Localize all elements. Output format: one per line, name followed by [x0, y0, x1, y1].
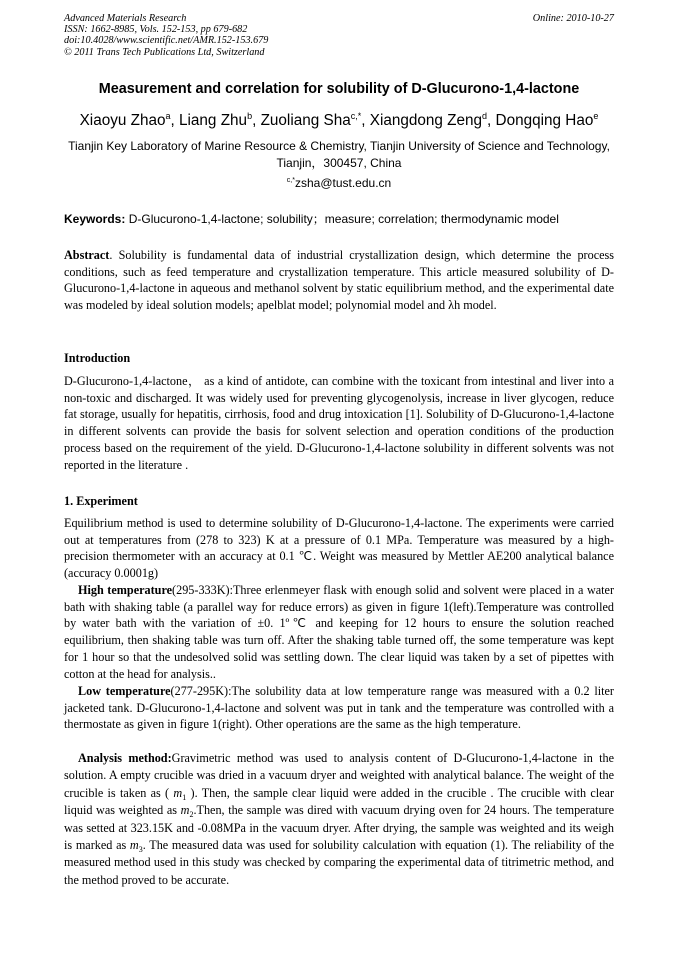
journal-header — [64, 13, 424, 58]
paper-title: Measurement and correlation for solubility of D-Glucurono-1,4-lactone — [98, 81, 580, 97]
issn-line: ISSN: 1662-8985, Vols. 152-153, pp 679-682 — [64, 24, 248, 36]
author-sup: c,* — [350, 111, 362, 121]
journal-name: Advanced Materials Research — [64, 13, 187, 24]
analysis-text-part: ). Then, the sample clear liquid were added in the crucible . The crucible with clear liquid was weighted as — [64, 785, 615, 818]
abstract-text: . Solubility is fundamental data of industrial crystallization design, which determine the process conditions, such as feed temperature and crystallization temperature. This article measured solubility of D-Glucurono-1,4-lactone in aqueous and methanol solvent by static equilibrium method, and the experimental date was modeled by ideal solution models; apelblat model; polynomial model and λh model. — [64, 248, 614, 313]
mass-subscript: 1 — [182, 792, 187, 802]
corresponding-email — [64, 175, 614, 191]
email-address: zsha@tust.edu.cn — [294, 176, 392, 190]
author-sup: e — [593, 111, 599, 121]
mass-m2 — [180, 803, 194, 820]
mass-symbol: m — [173, 785, 183, 800]
introduction-heading: Introduction — [64, 351, 131, 365]
low-temperature-paragraph — [64, 683, 614, 733]
low-temperature-label: Low temperature — [78, 684, 171, 698]
mass-m1 — [173, 786, 186, 800]
mass-m3 — [129, 838, 143, 855]
high-temperature-paragraph — [64, 582, 614, 682]
analysis-method-paragraph — [64, 750, 614, 889]
email-sup: c,* — [286, 177, 295, 184]
mass-symbol: m — [129, 838, 139, 853]
author-name: Xiangdong Zeng — [369, 112, 483, 129]
low-temperature-text: (277-295K):The solubility data at low temperature range was measured with a 0.2 liter jacketed tank. D-Glucurono-1,4-lactone and solvent was put in tank and the temperature was controlled with a thermostate as given in figure 1(right). Other operations are the same as the high temperature. — [64, 684, 614, 732]
mass-subscript: 2 — [189, 810, 194, 820]
keywords-text: D-Glucurono-1,4-lactone; solubility；measure; correlation; thermodynamic model — [128, 212, 559, 226]
author-name: Xiaoyu Zhao — [79, 112, 166, 129]
author-name: Dongqing Hao — [495, 112, 594, 129]
copyright-line: © 2011 Trans Tech Publications Ltd, Switzerland — [64, 46, 265, 58]
high-temperature-text: (295-333K):Three erlenmeyer flask with enough solid and solvent were placed in a water bath with shaking table (a parallel way for reduce errors) as given in figure 1(left).Temperature was controlled by water bath with the variation of ±0. 1º℃ and keeping for 12 hours to ensure the solution reached equilibrium, then shaking table was turn off. After the shaking table turned off, the some temperature was kept for 1 hour so that the undesolved solid was settling down. The clear liquid was taken by a set of pipettes with cotton at the head for analysis.. — [64, 583, 615, 681]
author-sup: b — [247, 111, 253, 121]
author-list: Xiaoyu Zhao$^a$, Liang Zhu$^b$, Zuoliang Sha$^{c,*}$, Xiangdong Zeng$^d$, Dongqing Hao$^e$ — [79, 111, 599, 129]
doi-line: doi:10.4028/www.scientific.net/AMR.152-153.679 — [64, 35, 269, 47]
mass-symbol: m — [180, 803, 190, 818]
online-date: Online: 2010-10-27 — [532, 13, 614, 24]
abstract-label: Abstract — [64, 248, 110, 262]
analysis-text-part: Gravimetric method was used to analysis content of D-Glucurono-1,4-lactone in the solution. A empty crucible was dried in a vacuum dryer and weighted with analytical balance. The weight of the crucible is taken as ( — [64, 751, 615, 800]
author-name: Liang Zhu — [179, 112, 248, 129]
analysis-method-label: Analysis method: — [78, 751, 172, 765]
abstract-paragraph — [64, 247, 614, 314]
affiliation: Tianjin Key Laboratory of Marine Resource & Chemistry, Tianjin University of Science and Technology, Tianjin，300457, China — [68, 139, 610, 170]
keywords-label: Keywords: — [64, 212, 126, 226]
experiment-intro-paragraph: Equilibrium method is used to determine solubility of D-Glucurono-1,4-lactone. The experiments were carried out at temperatures from (278 to 323) K at a pressure of 0.1 MPa. Temperature was measured by a high-precision thermometer with an accuracy at 0.1 ℃. Weight was measured by Mettler AE200 analytical balance (accuracy 0.0001g) — [64, 516, 614, 581]
analysis-text-part: . The measured data was used for solubility calculation with equation (1). The reliability of the measured method used in this study was checked by comparing the experimental data of titrimetric method, and the method proved to be accurate. — [64, 838, 615, 887]
introduction-paragraph: D-Glucurono-1,4-lactone， as a kind of antidote, can combine with the toxicant from intestinal and liver into a non-toxic and discharged. It was widely used for preventing glycogenolysis, increase in liver glycogen, reduce fat storage, usually for hepatitis, cirrhosis, food and drug intoxication [1]. Solubility of D-Glucurono-1,4-lactone in different solvents can provide the basis for solvent selection and operation conditions of the production process based on the requirement of the yield. D-Glucurono-1,4-lactone solubility in different solvents was not reported in the literature . — [64, 374, 614, 472]
experiment-heading: 1. Experiment — [64, 494, 138, 508]
author-sup: a — [165, 111, 171, 121]
keywords — [64, 211, 624, 227]
author-sup: d — [482, 111, 488, 121]
mass-subscript: 3 — [138, 845, 143, 855]
high-temperature-label: High temperature — [78, 583, 173, 597]
author-name: Zuoliang Sha — [260, 112, 351, 129]
analysis-text-part: .Then, the sample was dired with vacuum drying oven for 24 hours. The temperature was setted at 323.15K and -0.08MPa in the vacuum dryer. After drying, the sample was weighted and its weigh is marked as — [64, 803, 615, 853]
